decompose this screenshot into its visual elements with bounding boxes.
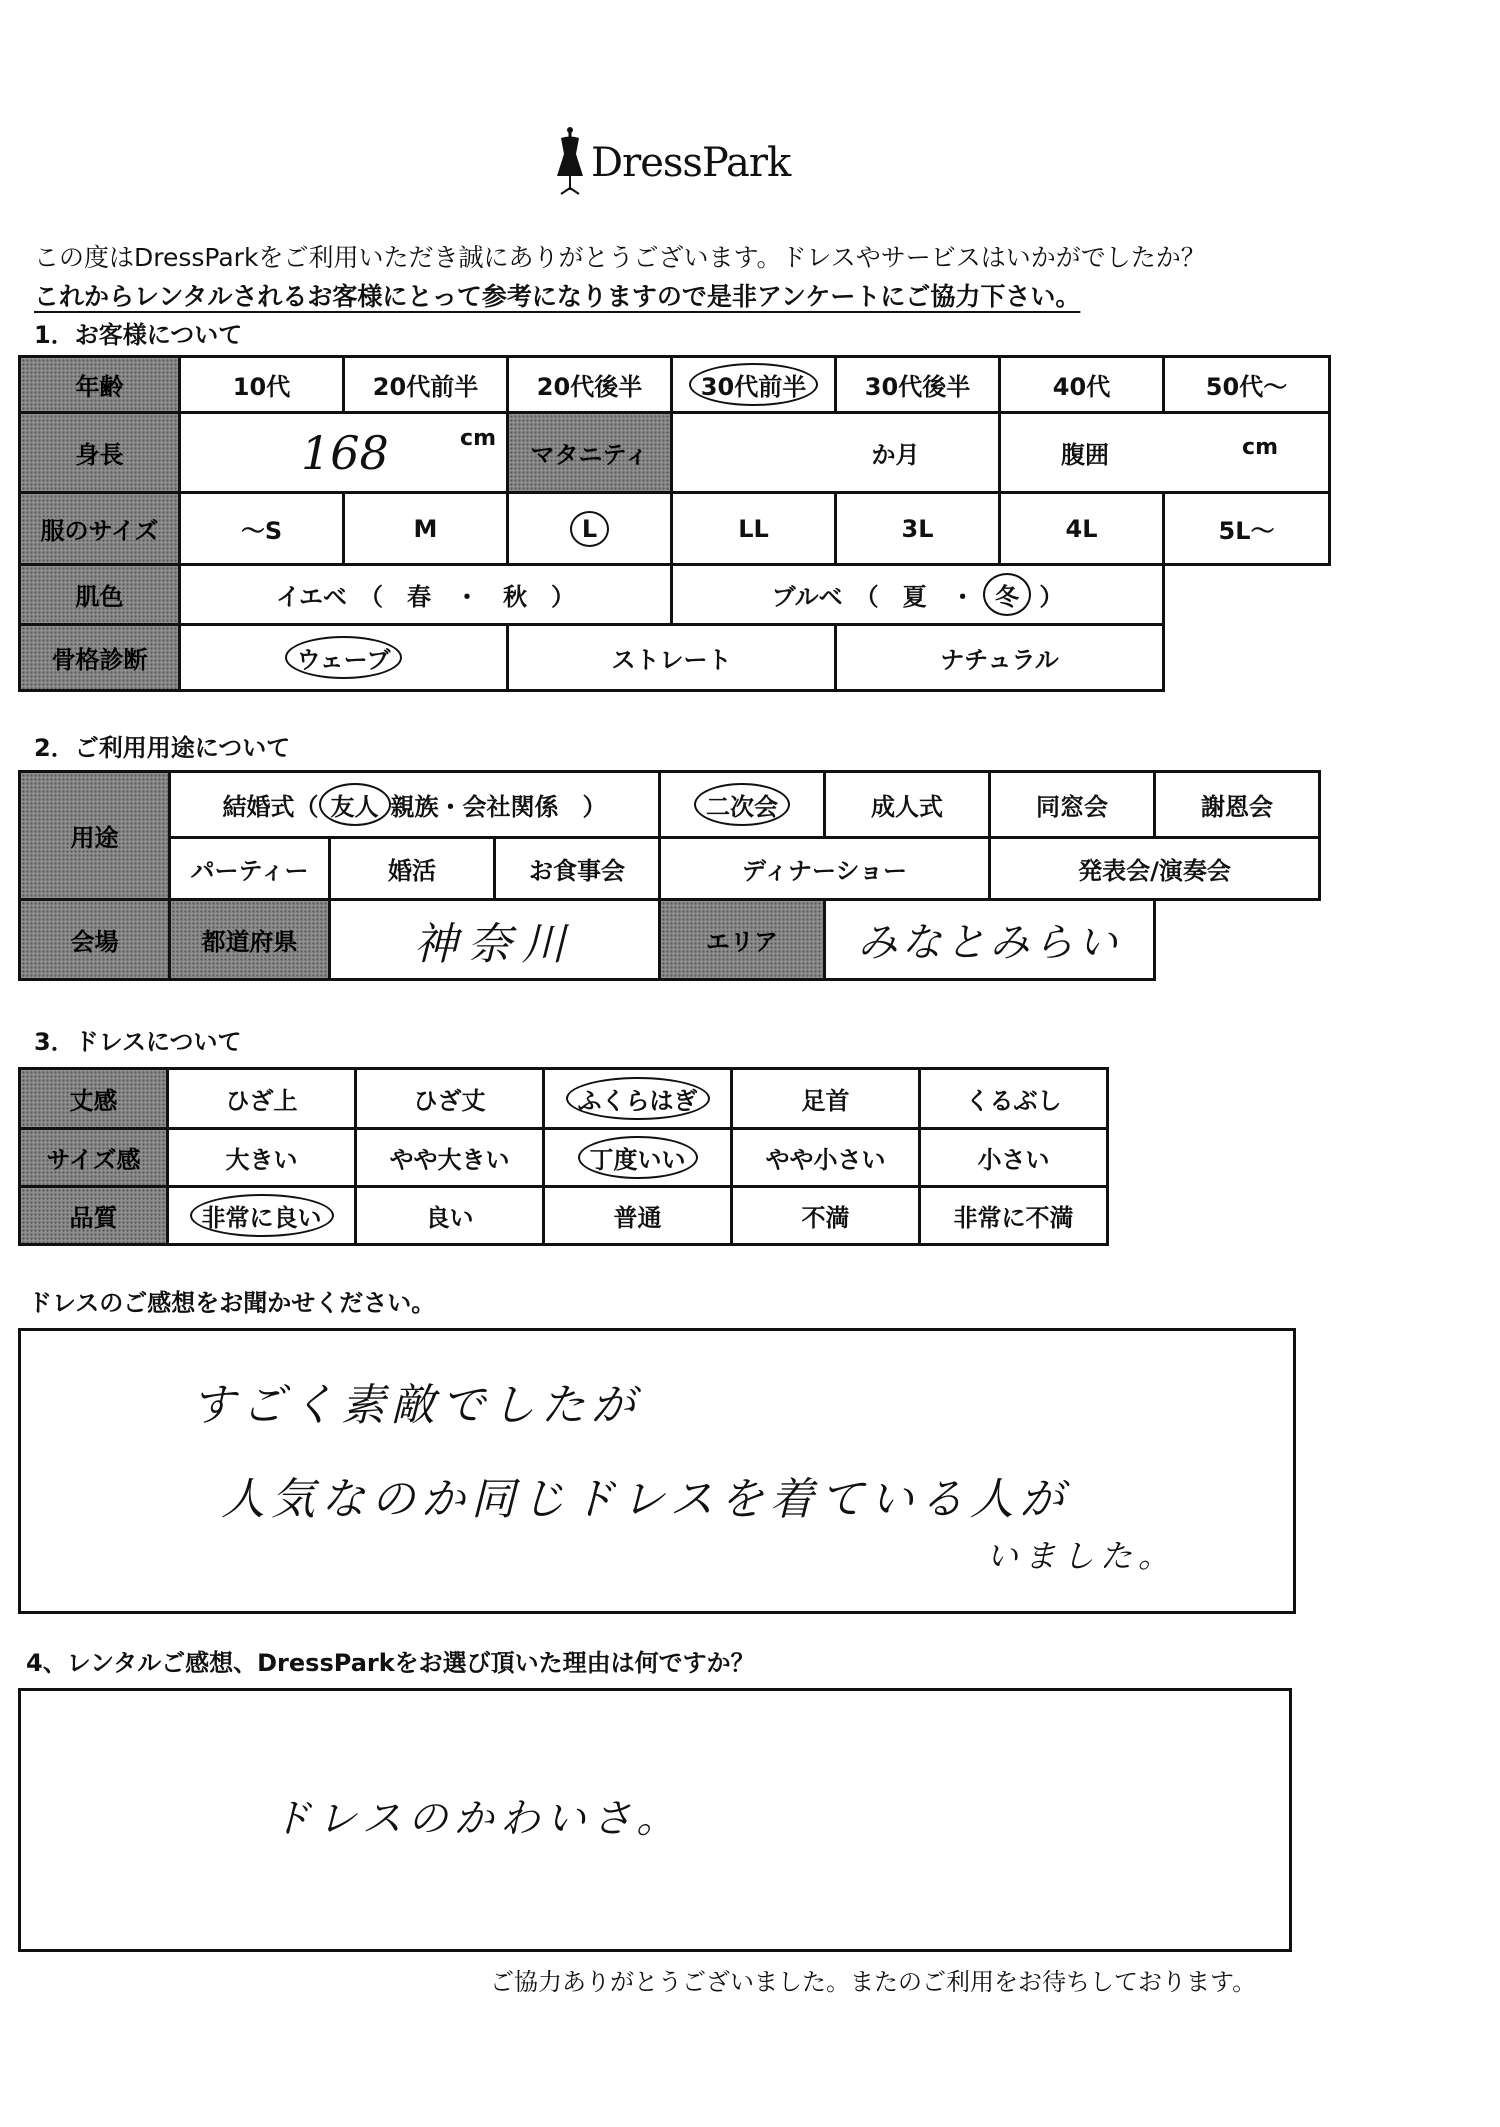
purpose-option[interactable]: 発表会/演奏会 [990,838,1320,900]
quality-option[interactable]: 良い [356,1187,544,1245]
purpose-option[interactable]: 謝恩会 [1155,772,1320,838]
skin-label: 肌色 [20,565,180,625]
section-1-title: 1．お客様について [34,321,243,349]
selection-circle: 30代前半 [689,363,818,406]
quality-label: 品質 [20,1187,168,1245]
reason-box[interactable] [18,1688,1292,1952]
venue-label: 会場 [20,900,170,980]
blue-base-option[interactable] [672,565,1164,625]
purpose-option-selected[interactable] [660,772,825,838]
selection-circle: ウェーブ [285,636,403,679]
height-field[interactable] [180,413,508,493]
intro-line-1: この度はDressParkをご利用いただき誠にありがとうございます。ドレスやサービスはいかがでしたか？ [34,243,1206,272]
section-3-title: 3．ドレスについて [34,1028,242,1056]
purpose-option[interactable]: 成人式 [825,772,990,838]
selection-circle: L [570,511,609,547]
quality-option[interactable]: 非常に不満 [920,1187,1108,1245]
feedback-line-1: すごく素敵でしたが [191,1380,641,1431]
size-option[interactable]: 〜S [180,493,344,565]
purpose-option[interactable]: 同窓会 [990,772,1155,838]
section-4-title: 4、レンタルご感想、DressParkをお選び頂いた理由は何ですか？ [26,1649,755,1677]
footer-thanks: ご協力ありがとうございました。またのご利用をお待ちしております。 [490,1968,1257,1996]
height-label: 身長 [20,413,180,493]
feedback-box[interactable] [18,1328,1296,1614]
dresspark-logo [555,118,795,198]
size-option[interactable]: 3L [836,493,1000,565]
area-value: みなとみらい [857,920,1122,966]
age-label: 年齢 [20,357,180,413]
prefecture-label: 都道府県 [170,900,330,980]
selection-circle: 冬 [983,573,1031,616]
length-option[interactable]: ひざ上 [168,1069,356,1129]
age-option[interactable]: 20代後半 [508,357,672,413]
quality-option[interactable]: 普通 [544,1187,732,1245]
maternity-months-field[interactable] [672,413,1000,493]
yellow-base-option[interactable]: イエベ （ 春 ・ 秋 ） [180,565,672,625]
fit-option[interactable]: やや大きい [356,1129,544,1187]
wedding-post: 親族・会社関係 ） [390,793,607,821]
selection-circle: 友人 [319,783,391,826]
age-option[interactable]: 10代 [180,357,344,413]
dress-form-icon [555,126,585,196]
brand-name: DressPark [591,140,791,186]
prefecture-value: 神奈川 [413,918,576,970]
selection-circle: ふくらはぎ [566,1077,710,1120]
purpose-option[interactable]: ディナーショー [660,838,990,900]
blue-base-post: ） [1039,583,1064,611]
age-option[interactable]: 20代前半 [344,357,508,413]
length-option-selected[interactable] [544,1069,732,1129]
selection-circle: 非常に良い [190,1194,334,1237]
usage-table [18,770,1321,981]
length-option[interactable]: くるぶし [920,1069,1108,1129]
length-option[interactable]: ひざ丈 [356,1069,544,1129]
dress-table [18,1067,1109,1246]
fit-option[interactable]: 大きい [168,1129,356,1187]
quality-option[interactable]: 不満 [732,1187,920,1245]
size-option[interactable]: 5L〜 [1164,493,1330,565]
waist-field[interactable] [1000,413,1330,493]
selection-circle: 二次会 [694,783,790,826]
customer-table [18,355,1331,692]
purpose-label: 用途 [20,772,170,900]
age-option[interactable]: 50代〜 [1164,357,1330,413]
waist-unit: cm [1242,435,1278,460]
height-unit: cm [460,425,496,451]
body-type-option[interactable]: ナチュラル [836,625,1164,691]
purpose-option[interactable]: お食事会 [495,838,660,900]
length-option[interactable]: 足首 [732,1069,920,1129]
length-label: 丈感 [20,1069,168,1129]
height-value: 168 [301,425,389,480]
reason-line-1: ドレスのかわいさ。 [271,1796,683,1842]
fit-label: サイズ感 [20,1129,168,1187]
fit-option[interactable]: 小さい [920,1129,1108,1187]
feedback-line-2: 人気なのか同じドレスを着ている人が [221,1474,1070,1525]
body-type-option-selected[interactable] [180,625,508,691]
feedback-line-3: いました。 [986,1537,1177,1575]
size-option[interactable]: LL [672,493,836,565]
waist-label: 腹囲 [1061,441,1109,469]
age-option-selected[interactable] [672,357,836,413]
size-option[interactable]: 4L [1000,493,1164,565]
blue-base-pre: ブルベ （ 夏 ・ [771,583,975,611]
feedback-question: ドレスのご感想をお聞かせください。 [28,1289,436,1317]
wedding-option[interactable] [170,772,660,838]
size-label: 服のサイズ [20,493,180,565]
purpose-option[interactable]: 婚活 [330,838,495,900]
age-option[interactable]: 40代 [1000,357,1164,413]
intro-line-2: これからレンタルされるお客様にとって参考になりますので是非アンケートにご協力下さい。 [34,282,1081,311]
size-option-selected[interactable] [508,493,672,565]
quality-option-selected[interactable] [168,1187,356,1245]
body-type-label: 骨格診断 [20,625,180,691]
selection-circle: 丁度いい [578,1136,698,1179]
prefecture-field[interactable] [330,900,660,980]
fit-option-selected[interactable] [544,1129,732,1187]
area-field[interactable] [825,900,1155,980]
maternity-label: マタニティ [508,413,672,493]
body-type-option[interactable]: ストレート [508,625,836,691]
wedding-pre: 結婚式（ [222,793,319,821]
area-label: エリア [660,900,825,980]
section-2-title: 2．ご利用用途について [34,734,291,762]
age-option[interactable]: 30代後半 [836,357,1000,413]
fit-option[interactable]: やや小さい [732,1129,920,1187]
purpose-option[interactable]: パーティー [170,838,330,900]
size-option[interactable]: M [344,493,508,565]
months-unit: か月 [871,441,920,469]
